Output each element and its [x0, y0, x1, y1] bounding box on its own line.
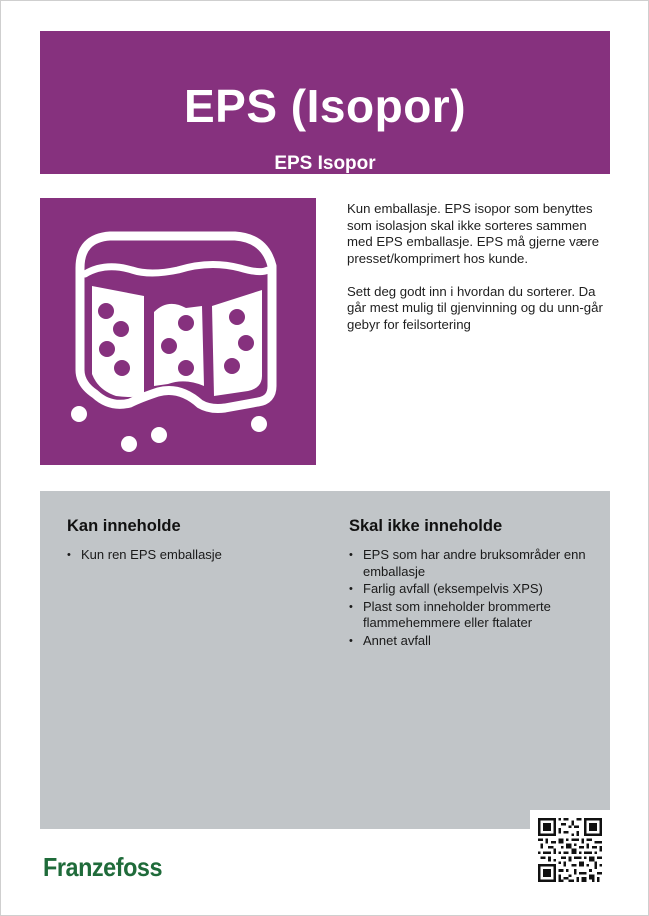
eps-isopor-block-icon-panel	[40, 198, 316, 465]
can-contain-heading: Kan inneholde	[67, 517, 181, 535]
can-contain-list	[67, 547, 222, 565]
contents-info-box	[40, 491, 610, 829]
qr-code-icon	[538, 818, 602, 882]
description-paragraph-1: Kun emballasje. EPS isopor som benyttes som isolasjon skal ikke sorteres sammen med EPS emballasje. EPS må gjerne være presset/komprimert hos kunde.	[347, 201, 600, 266]
list-item: • Farlig avfall (eksempelvis XPS)	[349, 581, 589, 598]
franzefoss-logo: Franzefoss	[43, 852, 163, 882]
page-subtitle: EPS Isopor	[274, 153, 376, 174]
list-item: • Plast som inneholder brommerte flammehemmere eller ftalater	[349, 599, 589, 632]
must-not-contain-heading: Skal ikke inneholde	[349, 517, 503, 535]
list-item: • Kun ren EPS emballasje	[67, 547, 222, 564]
description-paragraph-2: Sett deg godt inn i hvordan du sorterer. Da går mest mulig til gjenvinning og du unn-går gebyr for feilsortering	[347, 283, 603, 332]
list-item: • EPS som har andre bruksområder enn emballasje	[349, 547, 589, 580]
must-not-contain-list	[349, 547, 589, 650]
header-banner	[40, 31, 610, 174]
eps-isopor-block-icon	[40, 198, 316, 465]
page-title: EPS (Isopor)	[183, 80, 467, 132]
qr-code[interactable]	[530, 810, 610, 890]
list-item: • Annet avfall	[349, 633, 589, 650]
description	[347, 201, 609, 333]
